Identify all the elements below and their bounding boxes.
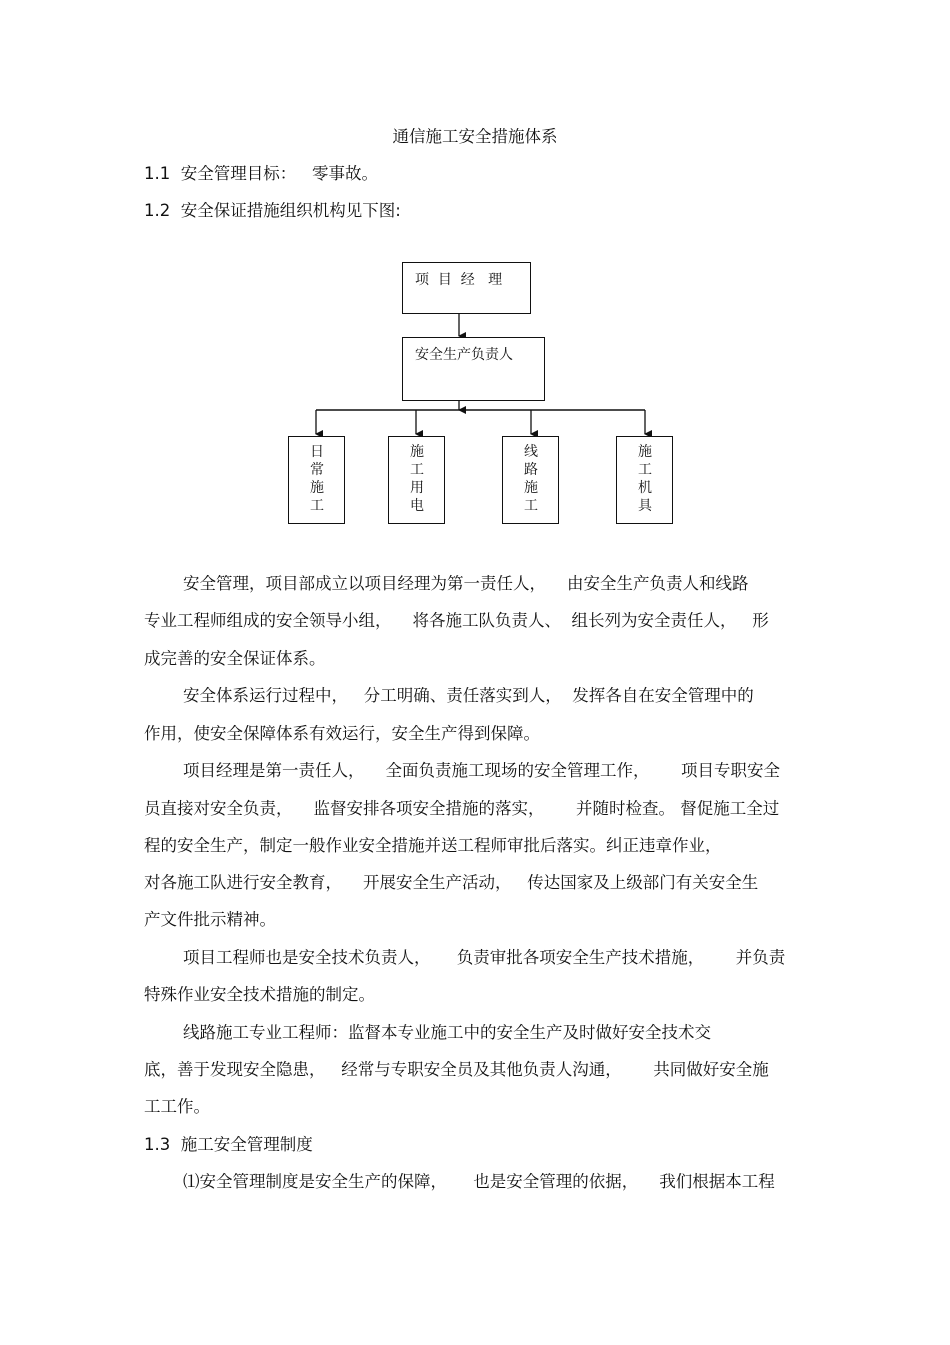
para-5-line-1: 线路施工专业工程师：监督本专业施工中的安全生产及时做好安全技术交 [183,1023,711,1042]
para-1-line-1: 安全管理，项目部成立以项目经理为第一责任人， 由安全生产负责人和线路 [183,574,749,593]
para-5-line-3: 工工作。 [144,1097,210,1116]
para-1-line-3: 成完善的安全保证体系。 [144,649,326,668]
org-box-safety-lead [402,337,545,401]
para-3-line-1: 项目经理是第一责任人， 全面负责施工现场的安全管理工作， 项目专职安全 [183,761,780,780]
para-4-line-2: 特殊作业安全技术措施的制定。 [144,985,375,1004]
org-label-construction-power: 施工用电 [410,444,424,514]
document-title: 通信施工安全措施体系 [392,127,558,146]
org-label-project-manager: 项 目 经 理 [415,272,503,288]
org-box-construction-power [388,436,445,524]
para-3-line-4: 对各施工队进行安全教育， 开展安全生产活动， 传达国家及上级部门有关安全生 [144,873,759,892]
org-box-daily-construction [288,436,345,524]
para-2-line-2: 作用，使安全保障体系有效运行，安全生产得到保障。 [144,724,540,743]
para-4-line-1: 项目工程师也是安全技术负责人， 负责审批各项安全生产技术措施， 并负责 [183,948,786,967]
section-1-3-heading: 1.3 施工安全管理制度 [144,1135,313,1154]
para-5-line-2: 底，善于发现安全隐患， 经常与专职安全员及其他负责人沟通， 共同做好安全施 [144,1060,769,1079]
org-label-line-construction: 线路施工 [524,444,538,514]
para-1-line-2: 专业工程师组成的安全领导小组， 将各施工队负责人、 组长列为安全责任人， 形 [144,611,769,630]
section-1-1-target: 1.1 安全管理目标： 零事故。 [144,164,378,183]
org-label-construction-tools: 施工机具 [638,444,652,514]
section-1-2-org-intro: 1.2 安全保证措施组织机构见下图: [144,201,401,220]
org-box-line-construction [502,436,559,524]
para-6-line-1: ⑴安全管理制度是安全生产的保障， 也是安全管理的依据， 我们根据本工程 [183,1172,775,1191]
org-box-project-manager [402,262,531,314]
para-3-line-5: 产文件批示精神。 [144,910,276,929]
org-label-safety-lead: 安全生产负责人 [415,347,513,363]
para-3-line-2: 员直接对安全负责， 监督安排各项安全措施的落实， 并随时检查。 督促施工全过 [144,799,780,818]
para-3-line-3: 程的安全生产，制定一般作业安全措施并送工程师审批后落实。纠正违章作业， [144,836,722,855]
org-label-daily-construction: 日常施工 [310,444,324,514]
org-box-construction-tools [616,436,673,524]
para-2-line-1: 安全体系运行过程中， 分工明确、责任落实到人， 发挥各自在安全管理中的 [183,686,754,705]
